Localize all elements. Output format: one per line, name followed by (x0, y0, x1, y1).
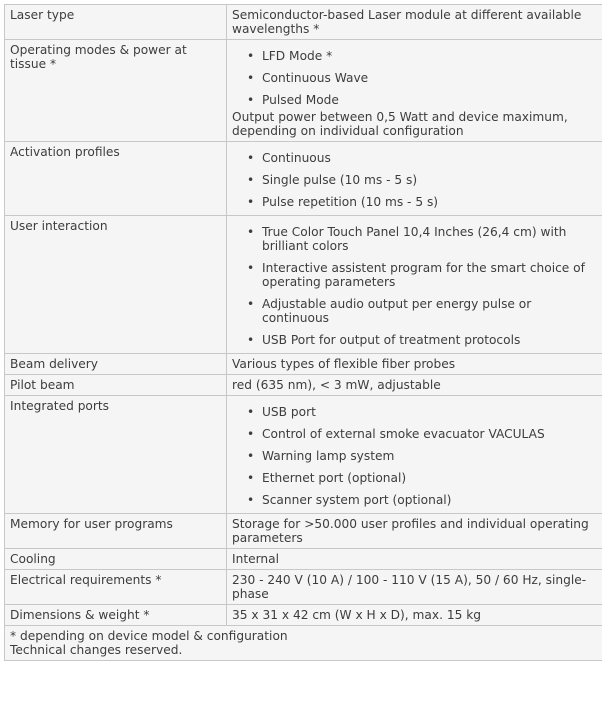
row-value: Semiconductor-based Laser module at different available wavelengths * (227, 5, 602, 40)
spec-row (5, 396, 602, 514)
row-value: Internal (227, 549, 602, 570)
row-value: red (635 nm), < 3 mW, adjustable (227, 375, 602, 396)
row-value (227, 216, 602, 354)
row-label: Activation profiles (5, 142, 227, 216)
row-label: Electrical requirements * (5, 570, 227, 605)
bullet-icon: • (247, 493, 255, 507)
spec-row (5, 375, 602, 396)
list-item: • True Color Touch Panel 10,4 Inches (26,4 cm) with brilliant colors (247, 225, 567, 253)
row-label: User interaction (5, 216, 227, 354)
spec-table (4, 4, 602, 661)
bullet-icon: • (247, 333, 255, 347)
footnote-row (5, 626, 602, 661)
bullet-icon: • (247, 195, 255, 209)
row-label: Laser type (5, 5, 227, 40)
row-label: Memory for user programs (5, 514, 227, 549)
row-value (227, 40, 602, 142)
bullet-list (232, 225, 598, 347)
bullet-icon: • (247, 173, 255, 187)
spec-row (5, 354, 602, 375)
row-value: 35 x 31 x 42 cm (W x H x D), max. 15 kg (227, 605, 602, 626)
bullet-icon: • (247, 93, 255, 107)
row-value (227, 396, 602, 514)
row-label: Cooling (5, 549, 227, 570)
bullet-icon: • (247, 297, 255, 311)
bullet-icon: • (247, 427, 255, 441)
list-item: • Pulse repetition (10 ms - 5 s) (247, 195, 439, 209)
list-item: • Continuous (247, 151, 331, 165)
bullet-icon: • (247, 449, 255, 463)
row-label: Beam delivery (5, 354, 227, 375)
spec-row (5, 5, 602, 40)
bullet-icon: • (247, 151, 255, 165)
row-value: Various types of flexible fiber probes (227, 354, 602, 375)
bullet-icon: • (247, 405, 255, 419)
list-item: • Single pulse (10 ms - 5 s) (247, 173, 418, 187)
list-item: • USB port (247, 405, 316, 419)
bullet-icon: • (247, 49, 255, 63)
spec-row (5, 570, 602, 605)
list-item: • Continuous Wave (247, 71, 369, 85)
list-item: • Warning lamp system (247, 449, 395, 463)
bullet-icon: • (247, 225, 255, 239)
list-item: • Pulsed Mode (247, 93, 339, 107)
bullet-icon: • (247, 71, 255, 85)
footnote-line: * depending on device model & configuration (10, 629, 288, 643)
spec-row (5, 605, 602, 626)
list-item: • LFD Mode * (247, 49, 333, 63)
row-value (227, 142, 602, 216)
spec-row (5, 40, 602, 142)
list-item: • Control of external smoke evacuator VACULAS (247, 427, 545, 441)
spec-row (5, 549, 602, 570)
spec-row (5, 216, 602, 354)
footnote (5, 626, 602, 661)
row-label: Operating modes & power at tissue * (5, 40, 227, 142)
row-note: Output power between 0,5 Watt and device maximum, depending on individual configuration (232, 110, 568, 138)
bullet-list (232, 151, 598, 209)
list-item: • USB Port for output of treatment protocols (247, 333, 521, 347)
spec-row (5, 142, 602, 216)
list-item: • Scanner system port (optional) (247, 493, 452, 507)
row-value: 230 - 240 V (10 A) / 100 - 110 V (15 A), 50 / 60 Hz, single-phase (227, 570, 602, 605)
list-item: • Interactive assistent program for the smart choice of operating parameters (247, 261, 585, 289)
row-label: Integrated ports (5, 396, 227, 514)
spec-row (5, 514, 602, 549)
row-label: Pilot beam (5, 375, 227, 396)
bullet-list (232, 405, 598, 507)
bullet-icon: • (247, 261, 255, 275)
footnote-line: Technical changes reserved. (10, 643, 183, 657)
bullet-list (232, 49, 598, 107)
list-item: • Ethernet port (optional) (247, 471, 407, 485)
row-label: Dimensions & weight * (5, 605, 227, 626)
bullet-icon: • (247, 471, 255, 485)
list-item: • Adjustable audio output per energy pulse or continuous (247, 297, 532, 325)
row-value: Storage for >50.000 user profiles and individual operating parameters (227, 514, 602, 549)
